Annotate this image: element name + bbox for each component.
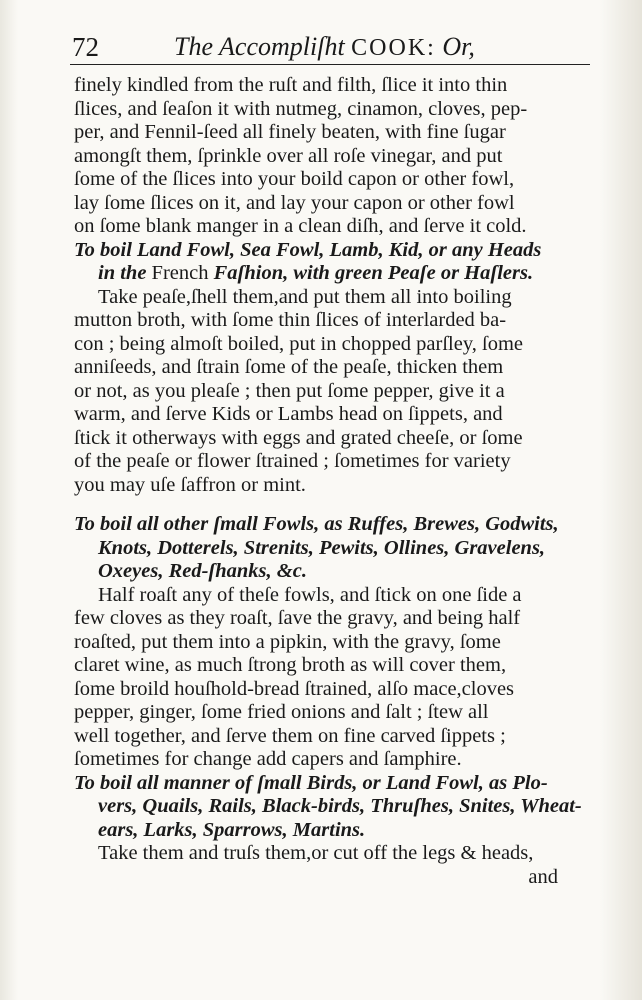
recipe-heading-land-fowl-cont (74, 262, 588, 286)
text-line: lay ſome ſlices on it, and lay your capon or other fowl (74, 191, 515, 214)
text-line: Take them and truſs them,or cut off the legs & heads, (98, 842, 534, 864)
paragraph-gap (74, 497, 588, 513)
text-line: or not, as you pleaſe ; then put ſome pepper, give it a (74, 379, 505, 402)
running-head-title: The Accompliſht (174, 32, 345, 61)
text-line: roaſted, put them into a pipkin, with the gravy, ſome (74, 630, 501, 653)
text-line: finely kindled from the ruſt and filth, ſlice it into thin (74, 74, 508, 96)
text-line: on ſome blank manger in a clean diſh, and ſerve it cold. (74, 215, 527, 237)
recipe-heading-small-fowls: To boil all other ſmall Fowls, as Ruffes, Brewes, Godwits, (74, 513, 559, 535)
recipe-heading-small-birds-cont: ears, Larks, Sparrows, Martins. (98, 818, 366, 841)
running-head-caps: COOK: (351, 35, 436, 61)
recipe-heading-small-birds: To boil all manner of ſmall Birds, or Land Fowl, as Plo- (74, 771, 548, 794)
text-line: ſlices, and ſeaſon it with nutmeg, cinamon, cloves, pep- (74, 97, 528, 120)
text-line: few cloves as they roaſt, ſave the gravy, and being half (74, 607, 521, 629)
page-body (74, 74, 588, 889)
page-header (70, 28, 590, 65)
running-head (174, 32, 475, 62)
recipe-heading-small-fowls-cont: Knots, Dotterels, Strenits, Pewits, Ollines, Gravelens, (98, 536, 546, 559)
catchword: and (528, 865, 558, 888)
text-line: claret wine, as much ſtrong broth as will cover them, (74, 654, 507, 676)
text-line: pepper, ginger, ſome fried onions and ſalt ; ſtew all (74, 701, 489, 723)
text-line: ſometimes for change add capers and ſamphire. (74, 748, 462, 770)
text-line: anniſeeds, and ſtrain ſome of the peaſe, thicken them (74, 356, 504, 378)
text-line: per, and Fennil-ſeed all finely beaten, with fine ſugar (74, 121, 506, 143)
text-line: you may uſe ſaffron or mint. (74, 473, 306, 496)
text-line: amongſt them, ſprinkle over all roſe vinegar, and put (74, 144, 503, 167)
recipe-heading-small-birds-cont: vers, Quails, Rails, Black-birds, Thruſhes, Snites, Wheat- (98, 795, 582, 817)
text-line: ſome broild houſhold-bread ſtrained, alſo mace,cloves (74, 677, 515, 700)
recipe-heading-small-fowls-cont: Oxeyes, Red-ſhanks, &c. (98, 560, 307, 582)
text-line: of the peaſe or flower ſtrained ; ſometimes for variety (74, 450, 511, 472)
text-line: mutton broth, with ſome thin ſlices of interlarded ba- (74, 309, 507, 331)
page-number: 72 (72, 32, 99, 62)
heading-text: Faſhion, with green Peaſe or Haſlers. (213, 262, 534, 284)
text-line: ſtick it otherways with eggs and grated cheeſe, or ſome (74, 426, 523, 449)
heading-roman-word: French (151, 262, 209, 284)
text-line: Half roaſt any of theſe fowls, and ſtick on one ſide a (98, 583, 522, 606)
text-line: con ; being almoſt boiled, put in chopped parſley, ſome (74, 332, 523, 355)
text-line: Take peaſe,ſhell them,and put them all into boiling (98, 285, 512, 308)
heading-text: in the (98, 262, 147, 284)
text-line: well together, and ſerve them on fine carved ſippets ; (74, 724, 506, 747)
running-head-or: Or, (442, 32, 475, 61)
text-line: warm, and ſerve Kids or Lambs head on ſippets, and (74, 403, 503, 425)
text-line: ſome of the ſlices into your boild capon or other fowl, (74, 168, 515, 190)
recipe-heading-land-fowl: To boil Land Fowl, Sea Fowl, Lamb, Kid, or any Heads (74, 238, 542, 261)
